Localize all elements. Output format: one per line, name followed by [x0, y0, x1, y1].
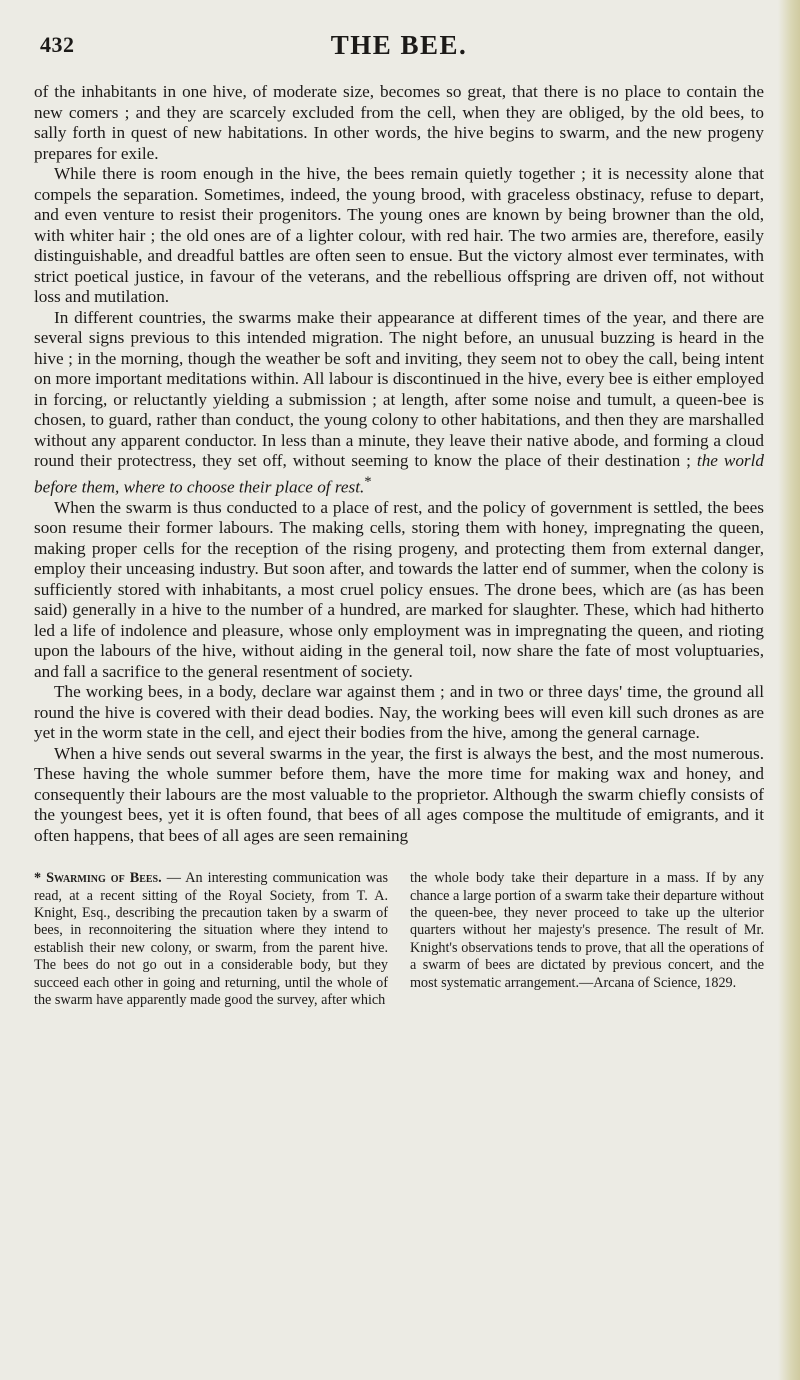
paragraph-2: While there is room enough in the hive, the bees remain quietly together ; it is necessity alone that compels the separation. Sometimes, indeed, the young brood, with graceless obstinacy, refuse to depart, and even venture to resist their progenitors. The young ones are known by being browner than the old, with whiter hair ; the old ones are of a lighter colour, with red hair. The two armies are, therefore, easily distinguishable, and dreadful battles are often seen to ensue. But the victory almost ever terminates, with strict poetical justice, in favour of the veterans, and the rebellious offspring are driven off, not without loss and mutilation.	[34, 164, 764, 306]
footnote-marker: *	[364, 473, 372, 490]
paragraph-4: When the swarm is thus conducted to a place of rest, and the policy of government is settled, the bees soon resume their former labours. The making cells, storing them with honey, impregnating the queen, making proper cells for the reception of the rising progeny, and protecting them from external danger, employ their unceasing industry. But soon after, and towards the latter end of summer, when the colony is sufficiently stored with inhabitants, a most cruel policy ensues. The drone bees, which are (as has been said) generally in a hive to the number of a hundred, are marked for slaughter. These, which had hitherto led a life of indolence and pleasure, whose only employment was in impregnating the queen, and rioting upon the labours of the hive, without aiding in the general toil, now share the fate of most voluptuaries, and fall a sacrifice to the general resentment of society.	[34, 497, 764, 681]
footnote-left-column	[34, 870, 388, 1009]
footnote-right-column	[410, 870, 764, 1009]
footnote-right-text: the whole body take their departure in a mass. If by any chance a large portion of a swarm take their departure without the queen-bee, they never proceed to take up the ulterior quarters without her majesty's presence. The result of Mr. Knight's observations tends to prove, that all the operations of a swarm of bees are dictated by previous concert, and the most systematic arrangement.—Arcana of Science, 1829.	[410, 870, 764, 991]
page-header	[34, 30, 764, 62]
footnote-lead: * Swarming of Bees.	[34, 870, 162, 887]
paragraph-3-italic: the world before them, where to choose their place of rest.	[34, 451, 764, 497]
paragraph-5: The working bees, in a body, declare war against them ; and in two or three days' time, the ground all round the hive is covered with their dead bodies. Nay, the working bees will even kill such drones as are yet in the worm state in the cell, and eject their bodies from the hive, among the general carnage.	[34, 682, 764, 743]
page-number: 432	[40, 32, 75, 57]
paragraph-1: of the inhabitants in one hive, of moderate size, becomes so great, that there is no place to contain the new comers ; and they are scarcely excluded from the cell, when they are obliged, by the old bees, to sally forth in quest of new habitations. In other words, the hive begins to swarm, and the new progeny prepares for exile.	[34, 82, 764, 163]
paragraph-3	[34, 308, 764, 498]
paragraph-6: When a hive sends out several swarms in the year, the first is always the best, and the most numerous. These having the whole summer before them, have the more time for making wax and honey, and consequently their labours are the most valuable to the proprietor. Although the swarm chiefly consists of the youngest bees, yet it is often found, that bees of all ages compose the multitude of emigrants, and it often happens, that bees of all ages are seen remaining	[34, 743, 764, 845]
running-title: THE BEE.	[330, 30, 468, 60]
page-edge	[778, 0, 800, 1380]
footnote	[34, 870, 764, 1009]
paragraph-3-text: In different countries, the swarms make their appearance at different times of the year, and there are several signs previous to this intended migration. The night before, an unusual buzzing is heard in the hive ; in the morning, though the weather be soft and inviting, they seem not to obey the call, being intent on more important meditations within. All labour is discontinued in the hive, every bee is either employed in forcing, or reluctantly yielding a submission ; at length, after some noise and tumult, a queen-bee is chosen, to guard, rather than conduct, the young colony to other habitations, and then they are marshalled without any apparent conductor. In less than a minute, they leave their native abode, and forming a cloud round their protectress, they set off, without seeming to know the place of their destination ;	[34, 307, 764, 470]
body-text	[34, 82, 764, 846]
footnote-left-text: — An interesting communication was read, at a recent sitting of the Royal Society, from T. A. Knight, Esq., describing the precaution taken by a swarm of bees, in reconnoitering the situation where they intend to establish their new colony, or swarm, from the parent hive. The bees do not go out in a considerable body, but they succeed each other in going and returning, until the whole of the swarm have apparently made good the survey, after which	[34, 870, 388, 1009]
